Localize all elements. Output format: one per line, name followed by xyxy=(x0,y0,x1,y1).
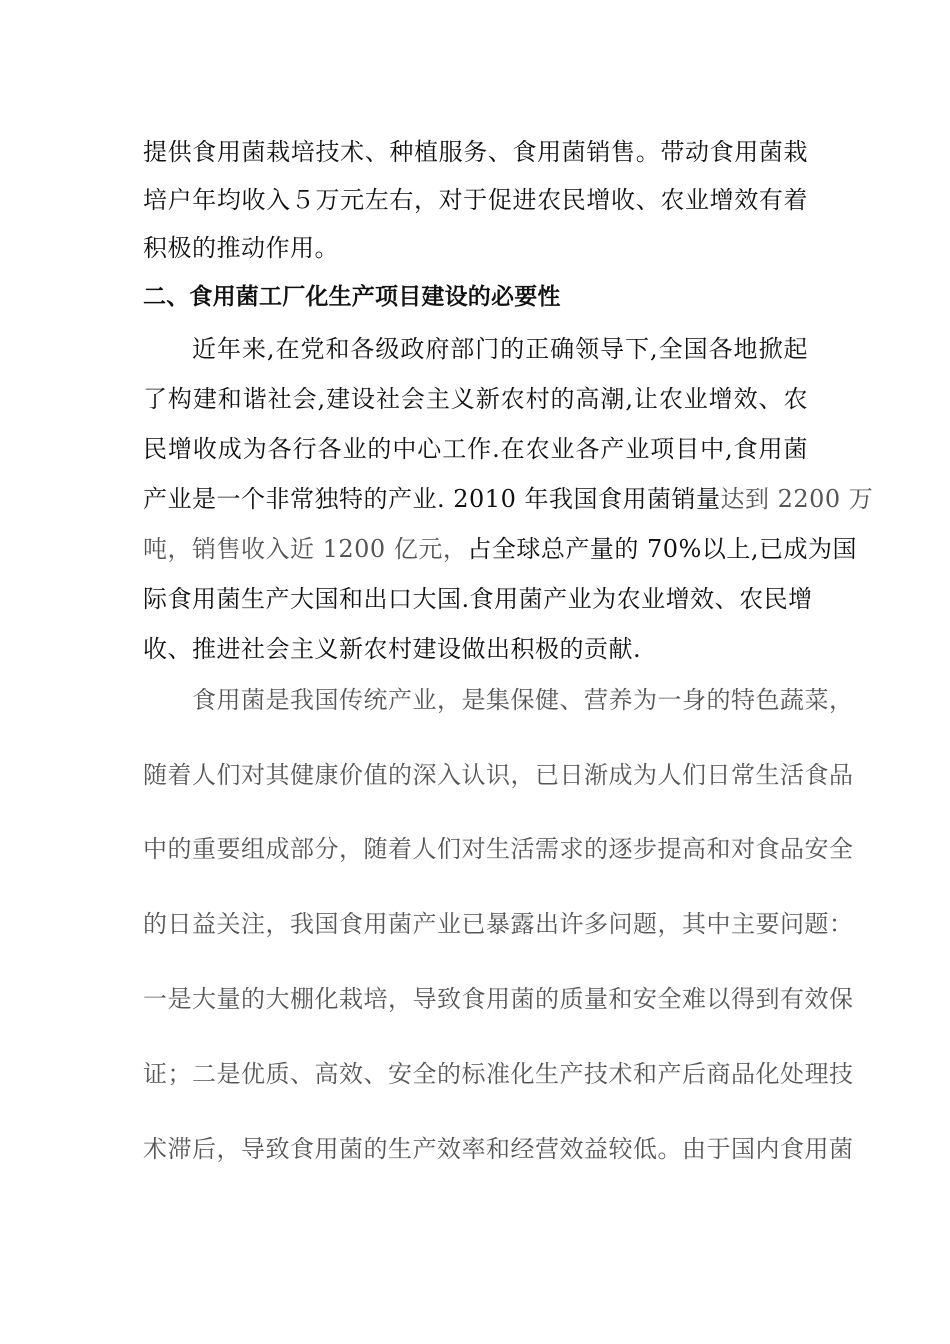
paragraph-3-line-5: 一是大量的大棚化栽培，导致食用菌的质量和安全难以得到有效保 xyxy=(143,985,854,1013)
paragraph-2-line-1: 近年来,在党和各级政府部门的正确领导下,全国各地掀起 xyxy=(192,335,808,363)
paragraph-1-line-2: 培户年均收入５万元左右，对于促进农民增收、农业增效有着 xyxy=(143,186,808,214)
paragraph-3-line-6: 证；二是优质、高效、安全的标准化生产技术和产后商品化处理技 xyxy=(143,1060,854,1088)
paragraph-2-line-5 xyxy=(143,534,857,564)
paragraph-2-line-3: 民增收成为各行各业的中心工作.在农业各产业项目中,食用菌 xyxy=(143,435,808,463)
paragraph-3-line-3: 中的重要组成部分，随着人们对生活需求的逐步提高和对食品安全 xyxy=(143,835,854,863)
paragraph-3-line-7: 术滞后，导致食用菌的生产效率和经营效益较低。由于国内食用菌 xyxy=(143,1135,854,1163)
section-heading: 二、食用菌工厂化生产项目建设的必要性 xyxy=(143,284,561,310)
paragraph-1-line-3: 积极的推动作用。 xyxy=(143,234,339,262)
paragraph-2-line-7: 收、推进社会主义新农村建设做出积极的贡献. xyxy=(143,635,642,663)
paragraph-2-line-5-part-a: 吨，销售收入近 1200 亿元， xyxy=(143,535,468,563)
paragraph-3-line-4: 的日益关注，我国食用菌产业已暴露出许多问题，其中主要问题： xyxy=(143,910,854,938)
paragraph-2-line-4-part-b: 达到 2200 万 xyxy=(720,485,874,513)
paragraph-2-line-5-part-b: 占全球总产量的 70%以上,已成为国 xyxy=(467,535,857,563)
paragraph-2-line-6: 际食用菌生产大国和出口大国.食用菌产业为农业增效、农民增 xyxy=(143,585,813,613)
paragraph-2-line-4 xyxy=(143,484,874,514)
paragraph-2-line-4-part-a: 产业是一个非常独特的产业. 2010 年我国食用菌销量 xyxy=(143,485,721,513)
paragraph-1-line-1: 提供食用菌栽培技术、种植服务、食用菌销售。带动食用菌栽 xyxy=(143,138,808,166)
paragraph-3-line-1: 食用菌是我国传统产业，是集保健、营养为一身的特色蔬菜， xyxy=(192,686,854,714)
paragraph-3-line-2: 随着人们对其健康价值的深入认识，已日渐成为人们日常生活食品 xyxy=(143,761,854,789)
paragraph-2-line-2: 了构建和谐社会,建设社会主义新农村的高潮,让农业增效、农 xyxy=(143,385,808,413)
